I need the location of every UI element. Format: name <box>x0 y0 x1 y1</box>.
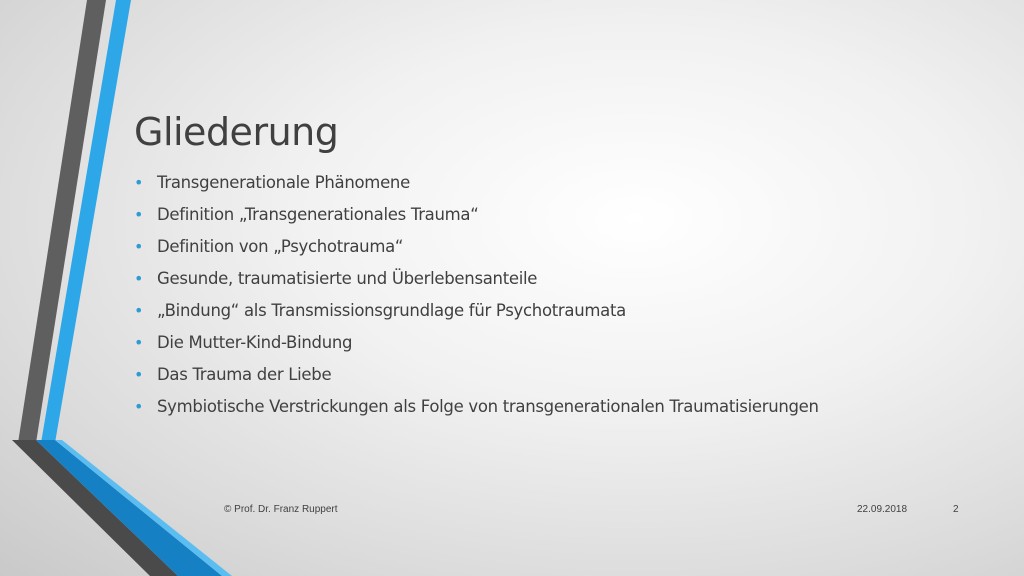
list-item <box>134 167 819 199</box>
list-item <box>134 359 819 391</box>
list-item-text: Definition von „Psychotrauma“ <box>157 237 404 256</box>
list-item-text: Transgenerationale Phänomene <box>157 173 410 192</box>
list-item-text: Gesunde, traumatisierte und Überlebensanteile <box>157 269 538 288</box>
list-item <box>134 199 819 231</box>
list-item-text: Das Trauma der Liebe <box>157 365 332 384</box>
bullet-icon: • <box>134 333 144 352</box>
list-item-text: Die Mutter-Kind-Bindung <box>157 333 353 352</box>
list-item <box>134 295 819 327</box>
bullet-list <box>134 167 819 423</box>
bullet-icon: • <box>134 397 144 416</box>
bullet-icon: • <box>134 301 144 320</box>
bullet-icon: • <box>134 173 144 192</box>
bullet-icon: • <box>134 269 144 288</box>
lower-blue-band <box>36 440 222 576</box>
footer-author: © Prof. Dr. Franz Ruppert <box>224 504 338 515</box>
list-item <box>134 231 819 263</box>
list-item <box>134 327 819 359</box>
bullet-icon: • <box>134 237 144 256</box>
list-item-text: „Bindung“ als Transmissionsgrundlage für Psychotraumata <box>157 301 626 320</box>
slide-title: Gliederung <box>134 110 339 154</box>
list-item-text: Definition „Transgenerationales Trauma“ <box>157 205 479 224</box>
page-number: 2 <box>953 504 959 515</box>
bullet-icon: • <box>134 205 144 224</box>
lower-gray-stripe <box>12 440 178 576</box>
bullet-icon: • <box>134 365 144 384</box>
footer-date: 22.09.2018 <box>857 504 908 515</box>
list-item <box>134 391 819 423</box>
list-item <box>134 263 819 295</box>
list-item-text: Symbiotische Verstrickungen als Folge von transgenerationalen Traumatisierungen <box>157 397 819 416</box>
